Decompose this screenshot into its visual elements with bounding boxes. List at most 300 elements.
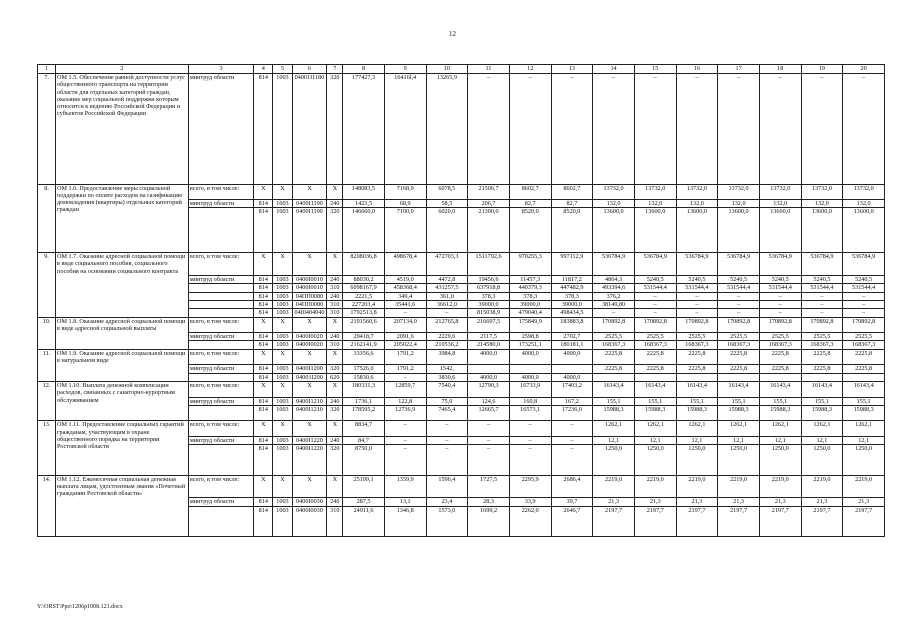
amount-value xyxy=(343,284,385,292)
code-text: X xyxy=(332,184,338,192)
classification-code xyxy=(273,405,292,421)
amount-value xyxy=(384,381,426,397)
amount-text: 28,3 xyxy=(483,498,494,506)
classification-code xyxy=(273,475,292,498)
amount-text: 82,7 xyxy=(566,200,578,208)
classification-code xyxy=(254,405,273,421)
amount-text: 170892,8 xyxy=(852,317,876,325)
amount-value xyxy=(676,405,718,421)
classification-code xyxy=(273,74,292,185)
code-text: 310 xyxy=(330,341,340,349)
amount-value xyxy=(593,445,635,475)
code-text: X xyxy=(280,421,285,429)
amount-text: 1262,1 xyxy=(771,421,789,429)
amount-value xyxy=(634,506,676,536)
amount-text: 132,0 xyxy=(856,200,871,208)
code-text: 0400I0020 xyxy=(296,333,323,341)
amount-text: 155,1 xyxy=(731,397,746,405)
amount-text: 168367,3 xyxy=(810,341,834,349)
amount-text: – xyxy=(862,309,866,317)
amount-text: 38149,80 xyxy=(601,300,626,308)
amount-value xyxy=(843,373,885,381)
amount-value xyxy=(551,74,593,185)
amount-value xyxy=(718,292,760,300)
amount-value xyxy=(634,405,676,421)
column-number: 6 xyxy=(292,65,327,74)
amount-value xyxy=(343,317,385,333)
amount-text: 1542, xyxy=(439,365,454,373)
amount-value xyxy=(759,309,801,317)
amount-value xyxy=(551,498,593,506)
amount-text: 2225,8 xyxy=(688,349,706,357)
amount-value xyxy=(759,292,801,300)
amount-value xyxy=(801,498,843,506)
amount-text: 148083,5 xyxy=(351,184,376,192)
amount-text: 177427,3 xyxy=(351,74,376,81)
amount-text: 82,7 xyxy=(524,200,536,208)
amount-value xyxy=(718,333,760,341)
amount-value xyxy=(593,506,635,536)
amount-value xyxy=(759,437,801,445)
code-text: X xyxy=(332,421,338,429)
code-text: X xyxy=(307,381,312,389)
amount-text: 6098167,9 xyxy=(350,284,377,292)
amount-text: 1262,1 xyxy=(646,421,664,429)
amount-value xyxy=(759,333,801,341)
amount-text: 88030,2 xyxy=(353,276,374,284)
classification-code xyxy=(273,333,292,341)
amount-text: 12790,3 xyxy=(478,381,499,389)
code-text: 1003 xyxy=(276,445,289,453)
code-text: 240 xyxy=(330,397,340,405)
amount-value xyxy=(718,74,760,185)
amount-value xyxy=(801,475,843,498)
classification-code xyxy=(273,437,292,445)
amount-value xyxy=(676,208,718,253)
amount-text: 29418,7 xyxy=(353,333,374,341)
amount-value xyxy=(718,506,760,536)
amount-text: 39000,0 xyxy=(561,300,582,308)
table-row xyxy=(38,184,885,200)
amount-value xyxy=(384,309,426,317)
amount-text xyxy=(469,365,508,372)
classification-code xyxy=(327,253,343,276)
amount-value xyxy=(801,276,843,284)
amount-text: 175849,9 xyxy=(518,317,542,325)
classification-code xyxy=(292,365,327,373)
classification-code xyxy=(292,284,327,292)
amount-value xyxy=(718,300,760,308)
amount-text: 13732,0 xyxy=(728,184,749,192)
amount-text xyxy=(553,365,592,372)
amount-value xyxy=(593,300,635,308)
amount-text: 21,3 xyxy=(691,498,703,506)
amount-value xyxy=(343,208,385,253)
amount-text: 8520,0 xyxy=(563,208,581,216)
amount-text: 132,0 xyxy=(773,200,788,208)
amount-text: 2219,0 xyxy=(813,475,831,483)
amount-text: 2525,5 xyxy=(730,333,748,341)
amount-text: 493394,6 xyxy=(601,284,626,292)
classification-code xyxy=(254,365,273,373)
classification-code xyxy=(254,184,273,200)
code-text: 1003 xyxy=(276,498,289,506)
classification-code xyxy=(273,317,292,333)
classification-code xyxy=(327,276,343,284)
amount-text: 15830,6 xyxy=(353,373,374,381)
column-number: 12 xyxy=(509,65,551,74)
code-text: X xyxy=(332,253,338,261)
amount-text: 2525,5 xyxy=(605,333,623,341)
amount-text: 2117,5 xyxy=(480,333,497,341)
classification-code xyxy=(327,341,343,349)
amount-text: 15988,3 xyxy=(853,405,874,413)
amount-text: – xyxy=(445,445,449,453)
column-number: 5 xyxy=(273,65,292,74)
measure-name: ОМ 1.11. Предоставление социальных гарантий гражданам, участвующим в охране общественного порядка на территории Ростовской области xyxy=(57,421,184,451)
amount-value xyxy=(384,437,426,445)
amount-value xyxy=(509,333,551,341)
amount-text: 1262,1 xyxy=(855,421,873,429)
table-row xyxy=(38,74,885,185)
code-text: 814 xyxy=(258,405,268,413)
amount-value xyxy=(426,445,468,475)
amount-text: 17526,0 xyxy=(353,365,374,373)
amount-value xyxy=(676,200,718,208)
amount-value xyxy=(843,317,885,333)
amount-value xyxy=(801,253,843,276)
amount-text: 1250,0 xyxy=(813,445,831,453)
amount-text: 21506,7 xyxy=(478,184,499,192)
classification-code xyxy=(273,184,292,200)
amount-text: 2221,5 xyxy=(355,292,373,300)
amount-text: 21,3 xyxy=(733,498,744,506)
amount-value xyxy=(343,475,385,498)
amount-value xyxy=(384,421,426,437)
amount-value xyxy=(676,397,718,405)
amount-text: 1250,0 xyxy=(855,445,873,453)
column-number: 1 xyxy=(38,65,56,74)
amount-value xyxy=(426,397,468,405)
amount-text: 2219,0 xyxy=(855,475,873,483)
amount-text: – xyxy=(570,437,574,445)
amount-text: 1791,2 xyxy=(396,349,414,357)
amount-value xyxy=(801,397,843,405)
amount-value xyxy=(426,373,468,381)
code-text: X xyxy=(280,317,285,325)
amount-text: – xyxy=(486,74,491,81)
executor-cell xyxy=(188,317,253,333)
amount-text: 33,9 xyxy=(524,498,536,506)
amount-value xyxy=(759,421,801,437)
amount-value xyxy=(343,397,385,405)
classification-code xyxy=(327,381,343,397)
amount-value xyxy=(551,445,593,475)
amount-text: 1250,0 xyxy=(688,445,706,453)
amount-value xyxy=(343,276,385,284)
code-text: 1003 xyxy=(276,284,289,292)
classification-code xyxy=(292,349,327,365)
amount-text: 4000,0 xyxy=(480,349,498,357)
amount-text: 15988,3 xyxy=(686,405,707,413)
classification-code xyxy=(254,200,273,208)
amount-value xyxy=(759,405,801,421)
amount-text: 180181,1 xyxy=(560,341,584,349)
amount-value xyxy=(718,253,760,276)
amount-text: 1250,0 xyxy=(646,445,664,453)
classification-code xyxy=(327,74,343,185)
amount-value xyxy=(593,333,635,341)
amount-value xyxy=(426,300,468,308)
amount-value xyxy=(759,184,801,200)
column-number: 16 xyxy=(676,65,718,74)
amount-value xyxy=(509,349,551,365)
measure-name: ОМ 1.10. Выплата денежной компенсации расходов, связанных с санаторно-курортным обслуживанием xyxy=(57,381,175,404)
amount-value xyxy=(426,421,468,437)
amount-value xyxy=(551,276,593,284)
amount-text: 536784,9 xyxy=(726,253,751,261)
amount-value xyxy=(759,208,801,253)
code-text: X xyxy=(280,475,285,483)
amount-value xyxy=(384,333,426,341)
code-text: 320 xyxy=(330,365,340,373)
amount-value xyxy=(551,405,593,421)
amount-text: – xyxy=(862,292,866,300)
amount-value xyxy=(468,341,510,349)
amount-value xyxy=(426,405,468,421)
amount-text xyxy=(511,365,550,372)
amount-text: 1791,2 xyxy=(396,365,414,373)
code-text: 1003 xyxy=(276,373,289,381)
amount-text: – xyxy=(403,421,407,429)
amount-value xyxy=(468,381,510,397)
code-text: X xyxy=(307,253,312,261)
amount-value xyxy=(843,292,885,300)
amount-text: – xyxy=(820,292,824,300)
amount-value xyxy=(343,341,385,349)
amount-text: 21,3 xyxy=(816,498,828,506)
amount-text: 2197,7 xyxy=(855,506,873,514)
code-text: X xyxy=(280,184,285,192)
classification-code xyxy=(254,292,273,300)
code-text: 0400I1200 xyxy=(296,365,323,373)
amount-value xyxy=(843,74,885,185)
amount-value xyxy=(509,506,551,536)
amount-text: 5240,5 xyxy=(855,276,873,284)
code-text: 0400I0030 xyxy=(296,506,323,514)
amount-value xyxy=(843,421,885,437)
classification-code xyxy=(273,397,292,405)
amount-text: 15988,3 xyxy=(728,405,749,413)
executor: всего, в том числе: xyxy=(189,317,240,325)
classification-code xyxy=(273,341,292,349)
amount-text: 2225,8 xyxy=(730,365,748,373)
classification-code xyxy=(327,397,343,405)
row-number: 10. xyxy=(38,317,56,349)
amount-text: 13600,0 xyxy=(645,208,666,216)
measure-name: ОМ 1.5. Обеспечение равной доступности услуг общественного транспорта на территории области для отдельных категорий граждан, оказание мер социальной поддержки которым относится к ведению Российской Федерации и субъектов Российской Федерации xyxy=(57,74,185,118)
classification-code xyxy=(254,445,273,475)
amount-value xyxy=(468,397,510,405)
amount-value xyxy=(634,437,676,445)
measure-name-cell xyxy=(56,349,189,381)
amount-value xyxy=(759,397,801,405)
amount-text: 361,0 xyxy=(439,292,454,300)
amount-value xyxy=(843,253,885,276)
classification-code xyxy=(254,475,273,498)
amount-value xyxy=(718,184,760,200)
code-text: 814 xyxy=(258,373,268,381)
amount-value xyxy=(801,208,843,253)
amount-text: 8834,7 xyxy=(355,421,373,429)
amount-text: 13732,0 xyxy=(686,184,707,192)
amount-text: – xyxy=(653,74,657,81)
amount-text: 1262,1 xyxy=(813,421,831,429)
amount-text: 168367,3 xyxy=(852,341,876,349)
amount-text xyxy=(594,374,633,381)
amount-text: 2225,8 xyxy=(688,365,706,373)
amount-value xyxy=(843,506,885,536)
executor: всего, в том числе: xyxy=(189,381,240,389)
code-text: 814 xyxy=(258,498,268,506)
classification-code xyxy=(254,284,273,292)
amount-text: – xyxy=(403,437,407,445)
amount-text: 536784,9 xyxy=(852,253,876,261)
classification-code xyxy=(254,397,273,405)
executor-cell xyxy=(188,200,253,208)
amount-text: 183883,8 xyxy=(560,317,584,325)
amount-value xyxy=(343,445,385,475)
code-text: X xyxy=(332,349,338,357)
amount-value xyxy=(676,341,718,349)
amount-value xyxy=(676,333,718,341)
amount-text: 13600,0 xyxy=(603,208,624,216)
amount-text: 132,0 xyxy=(606,200,621,208)
code-text: 1003 xyxy=(276,405,289,413)
amount-text: 1736,1 xyxy=(355,397,373,405)
amount-value xyxy=(718,475,760,498)
amount-text: 168367,3 xyxy=(601,341,626,349)
classification-code xyxy=(273,208,292,253)
measure-name-cell xyxy=(56,475,189,536)
amount-value xyxy=(509,437,551,445)
amount-value xyxy=(384,208,426,253)
amount-value xyxy=(634,365,676,373)
amount-value xyxy=(676,506,718,536)
amount-value xyxy=(426,381,468,397)
amount-text: 431257,5 xyxy=(435,284,459,292)
amount-value xyxy=(468,421,510,437)
amount-text: 12,1 xyxy=(649,437,661,445)
classification-code xyxy=(292,475,327,498)
amount-value xyxy=(509,184,551,200)
code-text: 1003 xyxy=(276,437,289,445)
amount-text: 531544,4 xyxy=(852,284,876,292)
amount-value xyxy=(759,506,801,536)
amount-text: 212765,8 xyxy=(435,317,459,325)
amount-value xyxy=(426,292,468,300)
classification-code xyxy=(273,276,292,284)
amount-text: 4864,3 xyxy=(605,276,623,284)
amount-text: 15988,3 xyxy=(770,405,791,413)
classification-code xyxy=(327,373,343,381)
amount-text: 7540,4 xyxy=(438,381,456,389)
amount-text: 2598,8 xyxy=(521,333,539,341)
amount-text: 498434,5 xyxy=(560,309,584,317)
amount-text: – xyxy=(403,373,407,381)
code-text: X xyxy=(307,317,312,325)
classification-code xyxy=(254,309,273,317)
amount-text: 24911,6 xyxy=(353,506,374,514)
amount-value xyxy=(509,276,551,284)
amount-value xyxy=(551,309,593,317)
amount-text: 12859,7 xyxy=(395,381,416,389)
amount-text: 5240,5 xyxy=(646,276,664,284)
classification-code xyxy=(254,341,273,349)
code-text: 310 xyxy=(330,309,340,317)
amount-value xyxy=(551,253,593,276)
amount-text: 1699,2 xyxy=(480,506,498,514)
amount-text: 2295,9 xyxy=(521,475,539,483)
classification-code xyxy=(273,253,292,276)
table-row xyxy=(38,475,885,498)
amount-text: 168367,3 xyxy=(768,341,792,349)
code-text: X xyxy=(261,317,266,325)
amount-value xyxy=(468,200,510,208)
amount-value xyxy=(676,365,718,373)
amount-text: – xyxy=(653,309,657,317)
amount-value xyxy=(676,184,718,200)
row-number: 7. xyxy=(38,74,56,185)
amount-text: 178595,2 xyxy=(351,405,376,413)
amount-text: 15988,3 xyxy=(645,405,666,413)
amount-text: – xyxy=(778,292,782,300)
column-number: 15 xyxy=(634,65,676,74)
amount-value xyxy=(801,300,843,308)
amount-value xyxy=(843,475,885,498)
amount-value xyxy=(676,498,718,506)
amount-text: 2225,8 xyxy=(771,349,789,357)
classification-code xyxy=(292,405,327,421)
amount-value xyxy=(718,341,760,349)
amount-text: 5240,5 xyxy=(813,276,831,284)
amount-text: 1359,9 xyxy=(396,475,414,483)
amount-value xyxy=(676,284,718,292)
amount-value xyxy=(551,506,593,536)
amount-text: – xyxy=(820,309,824,317)
classification-code xyxy=(327,200,343,208)
amount-value xyxy=(426,276,468,284)
amount-value xyxy=(676,421,718,437)
amount-text xyxy=(844,374,883,381)
code-text: 320 xyxy=(330,74,340,81)
amount-value xyxy=(343,253,385,276)
amount-value xyxy=(593,397,635,405)
code-text: 814 xyxy=(258,437,268,445)
amount-text: 4519,0 xyxy=(396,276,414,284)
amount-value xyxy=(843,276,885,284)
code-text: X xyxy=(307,184,312,192)
amount-text: 2225,8 xyxy=(605,365,623,373)
amount-text: 536784,9 xyxy=(601,253,626,261)
classification-code xyxy=(327,333,343,341)
amount-text xyxy=(761,374,800,381)
amount-value xyxy=(343,184,385,200)
amount-text: 39,7 xyxy=(566,498,578,506)
executor: всего, в том числе: xyxy=(189,421,240,429)
amount-value xyxy=(634,498,676,506)
amount-value xyxy=(759,349,801,365)
